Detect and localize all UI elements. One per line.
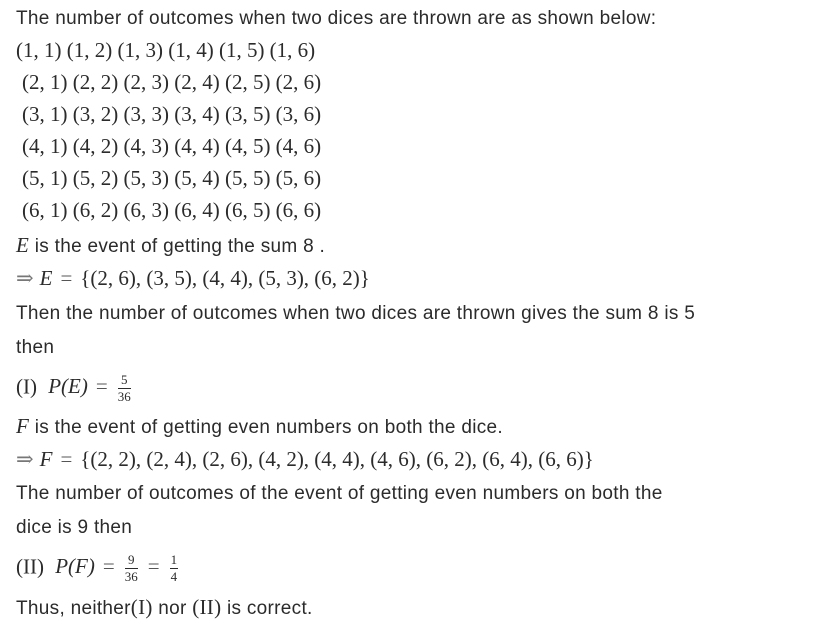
outcomes-row-6: (6, 1) (6, 2) (6, 3) (6, 4) (6, 5) (6, 6) bbox=[22, 198, 322, 222]
equals-sign: = bbox=[95, 374, 108, 399]
conclusion-second-label: (II) bbox=[192, 595, 222, 619]
event-f-set-lhs: F bbox=[39, 447, 53, 471]
event-f-description: is the event of getting even numbers on both the dice. bbox=[29, 417, 503, 438]
probability-e-fraction bbox=[118, 373, 131, 404]
fraction-denominator: 4 bbox=[170, 569, 178, 584]
probability-f-fraction-2 bbox=[170, 553, 179, 584]
event-e-symbol: E bbox=[16, 233, 30, 257]
conclusion-text bbox=[16, 594, 313, 622]
outcomes-row-5: (5, 1) (5, 2) (5, 3) (5, 4) (5, 5) (5, 6) bbox=[22, 166, 322, 190]
outcomes-row-4: (4, 1) (4, 2) (4, 3) (4, 4) (4, 5) (4, 6) bbox=[22, 134, 322, 158]
event-f-symbol: F bbox=[16, 414, 30, 438]
event-e-set bbox=[16, 265, 370, 291]
sum-statement-line-1: Then the number of outcomes when two dices are thrown gives the sum 8 is 5 bbox=[16, 303, 696, 324]
implies-arrow-icon: ⇒ bbox=[16, 266, 34, 290]
conclusion-suffix: is correct. bbox=[221, 598, 313, 619]
probability-f-lhs: P(F) bbox=[55, 554, 95, 579]
intro-text: The number of outcomes when two dices are thrown are as shown below: bbox=[16, 8, 657, 29]
probability-e bbox=[16, 373, 133, 404]
event-e-set-rhs: {(2, 6), (3, 5), (4, 4), (5, 3), (6, 2)} bbox=[80, 266, 370, 290]
event-f-set bbox=[16, 446, 594, 472]
fraction-numerator: 5 bbox=[118, 373, 131, 389]
probability-e-lhs: P(E) bbox=[48, 374, 88, 399]
event-e-set-lhs: E bbox=[39, 266, 53, 290]
conclusion-middle: nor bbox=[152, 598, 193, 619]
event-f-definition bbox=[16, 413, 503, 441]
fraction-numerator: 1 bbox=[170, 552, 178, 567]
conclusion-prefix: Thus, neither bbox=[16, 598, 131, 619]
probability-f bbox=[16, 553, 180, 584]
event-f-set-rhs: {(2, 2), (2, 4), (2, 6), (4, 2), (4, 4), (4, 6), (6, 2), (6, 4), (6, 6)} bbox=[80, 447, 594, 471]
equals-sign: = bbox=[60, 447, 73, 471]
outcomes-row-2: (2, 1) (2, 2) (2, 3) (2, 4) (2, 5) (2, 6) bbox=[22, 70, 322, 94]
equals-sign: = bbox=[102, 554, 115, 579]
conclusion-first-label: (I) bbox=[130, 595, 153, 619]
outcomes-row-1: (1, 1) (1, 2) (1, 3) (1, 4) (1, 5) (1, 6) bbox=[16, 38, 316, 62]
equals-sign: = bbox=[60, 266, 73, 290]
even-statement-line-1: The number of outcomes of the event of getting even numbers on both the bbox=[16, 483, 663, 504]
fraction-denominator: 36 bbox=[117, 389, 131, 404]
probability-f-fraction-1 bbox=[125, 553, 138, 584]
fraction-numerator: 9 bbox=[125, 553, 138, 569]
event-e-definition bbox=[16, 232, 325, 260]
probability-e-label: (I) bbox=[16, 374, 37, 399]
fraction-denominator: 36 bbox=[124, 569, 138, 584]
implies-arrow-icon: ⇒ bbox=[16, 447, 34, 471]
sum-statement-line-2: then bbox=[16, 337, 55, 358]
even-statement-line-2: dice is 9 then bbox=[16, 517, 133, 538]
event-e-description: is the event of getting the sum 8 . bbox=[29, 236, 326, 257]
equals-sign: = bbox=[147, 554, 160, 579]
probability-f-label: (II) bbox=[16, 554, 44, 579]
outcomes-row-3: (3, 1) (3, 2) (3, 3) (3, 4) (3, 5) (3, 6) bbox=[22, 102, 322, 126]
